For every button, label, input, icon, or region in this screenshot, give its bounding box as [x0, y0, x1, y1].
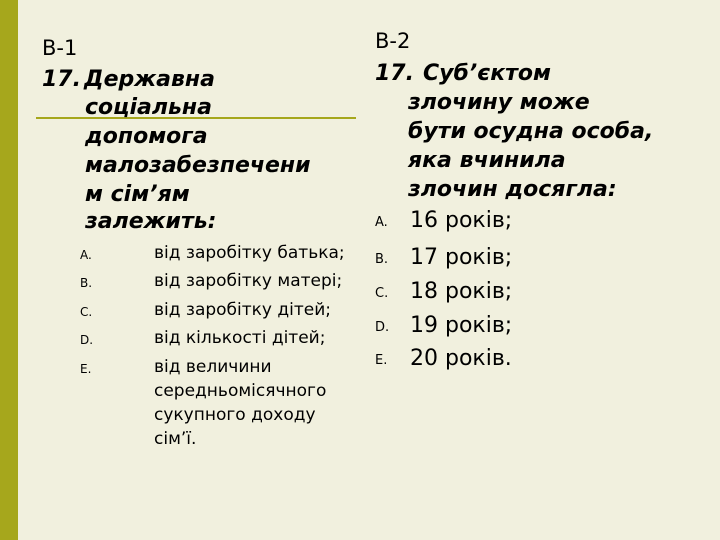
variant-1-question-line: малозабезпечени	[85, 153, 311, 178]
variant-2-question-line: бути осудна особа,	[408, 119, 654, 144]
option-text: від заробітку дітей;	[154, 300, 332, 320]
option-text: 16 років;	[410, 208, 513, 233]
option-text: від заробітку матері;	[154, 271, 343, 291]
variant-2-question-number: 17.	[375, 61, 414, 86]
option-letter: C.	[80, 305, 93, 319]
variant-1-question-line: допомога	[85, 124, 208, 149]
variant-1-question-number: 17.	[42, 67, 81, 92]
option-letter: E.	[375, 353, 388, 368]
option-text: 18 років;	[410, 279, 513, 304]
option-letter: A.	[80, 248, 92, 262]
left-accent-bar	[0, 0, 18, 540]
option-text: 17 років;	[410, 245, 513, 270]
option-text: 20 років.	[410, 346, 512, 371]
option-text-continued: середньомісячного	[154, 381, 327, 401]
variant-1-question-line: соціальна	[85, 95, 212, 120]
variant-2-question-line: злочину може	[408, 90, 590, 115]
option-text-continued: сукупного доходу	[154, 405, 316, 425]
variant-1-question-line: м сім’ям	[85, 182, 190, 207]
option-letter: A.	[375, 215, 388, 230]
option-text-continued: сім’ї.	[154, 429, 197, 449]
option-text: 19 років;	[410, 313, 513, 338]
variant-2-question-line: яка вчинила	[408, 148, 566, 173]
variant-2-question-line: злочин досягла:	[408, 177, 617, 202]
option-text: від кількості дітей;	[154, 328, 326, 348]
option-text: від заробітку батька;	[154, 243, 345, 263]
variant-1-question-line: залежить:	[85, 209, 217, 234]
option-letter: B.	[375, 252, 389, 267]
variant-2-label: B-2	[375, 29, 411, 53]
option-letter: B.	[80, 276, 93, 290]
variant-1-question-line: Державна	[84, 67, 215, 92]
option-text: від величини	[154, 357, 272, 377]
variant-1-label: B-1	[42, 36, 78, 60]
option-letter: C.	[375, 286, 389, 301]
variant-2-question-line: Суб’єктом	[423, 61, 552, 86]
option-letter: D.	[80, 333, 94, 347]
option-letter: D.	[375, 320, 390, 335]
option-letter: E.	[80, 362, 92, 376]
